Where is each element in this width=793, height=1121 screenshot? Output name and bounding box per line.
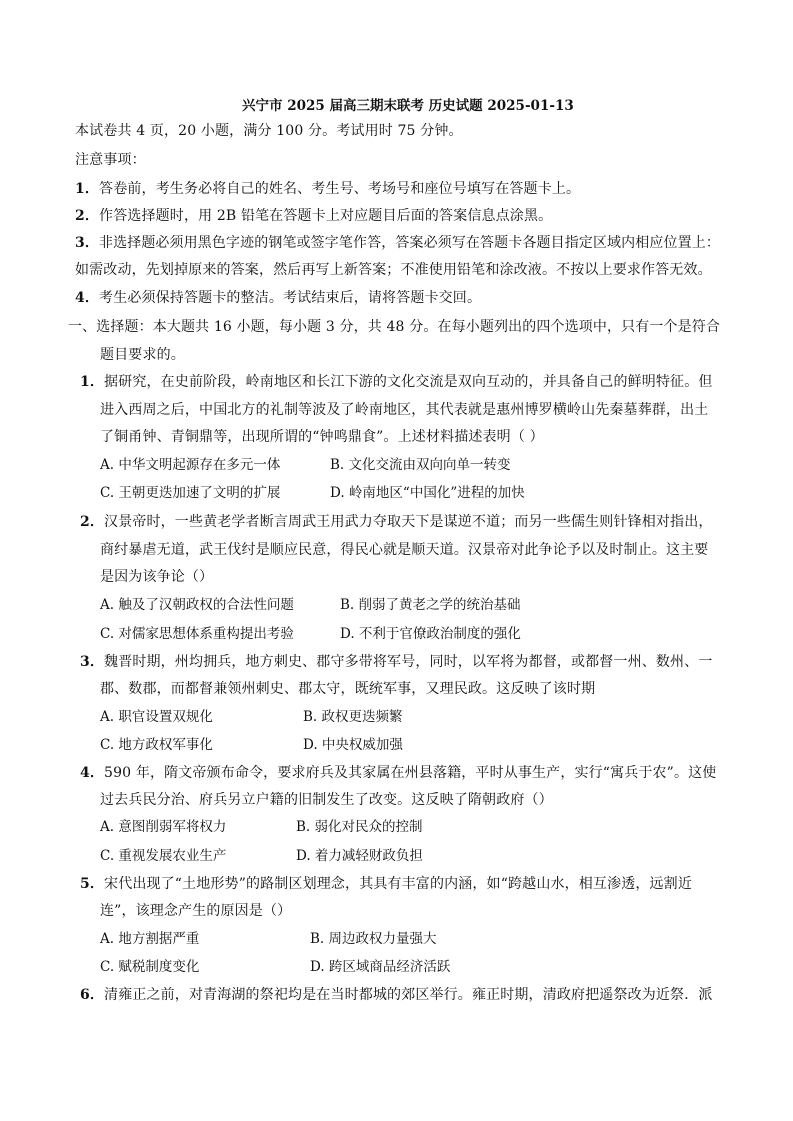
q2-option-c: C. 对儒家思想体系重构提出考验 <box>100 626 294 642</box>
question-number: 2． <box>80 514 105 530</box>
question-5-line-1 <box>80 875 692 893</box>
q1-option-c: C. 王朝更迭加速了文明的扩展 <box>100 485 281 501</box>
question-text: 清雍正之前，对青海湖的祭祀均是在当时都城的郊区举行。雍正时期，清政府把遥祭改为近祭．派 <box>104 987 713 1003</box>
question-6-line-1 <box>80 986 713 1004</box>
question-text: 590 年，隋文帝颁布命令，要求府兵及其家属在州县落籍，平时从事生产，实行“寓兵于农”。这使 <box>104 765 717 781</box>
question-text: 魏晋时期，州均拥兵，地方刺史、郡守多带将军号，同时，以军将为都督，或都督一州、数州、一 <box>104 654 713 670</box>
notice-heading: 注意事项： <box>75 152 146 168</box>
q4-option-c: C. 重视发展农业生产 <box>100 848 227 864</box>
question-1-line-1 <box>80 373 713 391</box>
q5-option-d: D. 跨区域商品经济活跃 <box>310 959 451 975</box>
notice-text: 考生必须保持答题卡的整洁。考试结束后，请将答题卡交回。 <box>99 290 482 306</box>
question-2-line-2: 商纣暴虐无道，武王伐纣是顺应民意，得民心就是顺天道。汉景帝对此争论予以及时制止。这主要 <box>100 542 709 558</box>
notice-text: 如需改动，先划掉原来的答案，然后再写上新答案；不准使用铅笔和涂改液。不按以上要求作答无效。 <box>75 262 712 278</box>
question-2-line-3: 是因为该争论（） <box>100 569 214 585</box>
question-number: 6． <box>80 987 105 1003</box>
question-number: 4． <box>80 765 105 781</box>
exam-title: 兴宁市 2025 届高三期末联考 历史试题 2025-01-13 <box>242 98 574 114</box>
q5-option-b: B. 周边政权力量强大 <box>310 931 437 947</box>
question-1-line-2: 进入西周之后，中国北方的礼制等波及了岭南地区，其代表就是惠州博罗横岭山先秦墓葬群，出土 <box>100 402 709 418</box>
notice-3 <box>75 234 720 252</box>
notice-text: 作答选择题时，用 2B 铅笔在答题卡上对应题目后面的答案信息点涂黑。 <box>99 208 553 224</box>
q1-option-a: A. 中华文明起源存在多元一体 <box>100 457 281 473</box>
notice-1 <box>75 180 580 198</box>
q4-option-a: A. 意图削弱军将权力 <box>100 819 227 835</box>
question-4-line-1 <box>80 764 716 782</box>
q5-option-c: C. 赋税制度变化 <box>100 959 200 975</box>
question-1-line-3: 了铜甬钟、青铜鼎等，出现所谓的“钟鸣鼎食”。上述材料描述表明（ ） <box>100 429 544 445</box>
q2-option-a: A. 触及了汉朝政权的合法性问题 <box>100 597 294 613</box>
q3-option-a: A. 职官设置双规化 <box>100 709 213 725</box>
q3-option-d: D. 中央权威加强 <box>303 737 403 753</box>
notice-text: 非选择题必须用黑色字迹的钢笔或签字笔作答，答案必须写在答题卡各题目指定区域内相应位置上： <box>98 235 720 251</box>
notice-number: 1． <box>75 181 100 197</box>
question-text: 据研究，在史前阶段，岭南地区和长江下游的文化交流是双向互动的，并具备自己的鲜明特征。但 <box>104 374 713 390</box>
q5-option-a: A. 地方割据严重 <box>100 931 200 947</box>
notice-4 <box>75 289 481 307</box>
question-text: 汉景帝时，一些黄老学者断言周武王用武力夺取天下是谋逆不道；而另一些儒生则针锋相对指出， <box>104 514 713 530</box>
question-3-line-1 <box>80 653 713 671</box>
question-text: 宋代出现了“土地形势”的路制区划理念，其具有丰富的内涵，如“跨越山水，相互渗透，远割近 <box>104 876 692 892</box>
question-number: 3． <box>80 654 105 670</box>
section-heading: 一、选择题：本大题共 16 小题，每小题 3 分，共 48 分。在每小题列出的四个选项中，只有一个是符合 <box>68 319 721 335</box>
question-5-line-2: 连”，该理念产生的原因是（） <box>100 903 292 919</box>
q4-option-d: D. 着力减轻财政负担 <box>296 848 423 864</box>
question-3-line-2: 郡、数郡，而都督兼领州刺史、郡太守，既统军事，又理民政。这反映了该时期 <box>100 681 596 697</box>
notice-number: 3． <box>75 235 99 251</box>
notice-2 <box>75 207 552 225</box>
question-number: 5． <box>80 876 105 892</box>
q3-option-c: C. 地方政权军事化 <box>100 737 213 753</box>
section-heading-cont: 题目要求的。 <box>100 347 185 363</box>
notice-number: 4． <box>75 290 100 306</box>
exam-intro: 本试卷共 4 页，20 小题，满分 100 分。考试用时 75 分钟。 <box>75 123 463 139</box>
question-2-line-1 <box>80 513 713 531</box>
notice-3-cont <box>75 261 712 279</box>
notice-number: 2． <box>75 208 100 224</box>
notice-text: 答卷前，考生务必将自己的姓名、考生号、考场号和座位号填写在答题卡上。 <box>99 181 581 197</box>
q1-option-b: B. 文化交流由双向向单一转变 <box>330 457 511 473</box>
question-4-line-2: 过去兵民分治、府兵另立户籍的旧制发生了改变。这反映了隋朝政府（） <box>100 792 553 808</box>
q4-option-b: B. 弱化对民众的控制 <box>296 819 423 835</box>
question-number: 1． <box>80 374 105 390</box>
q3-option-b: B. 政权更迭频繁 <box>303 709 403 725</box>
q2-option-d: D. 不利于官僚政治制度的强化 <box>340 626 521 642</box>
q1-option-d: D. 岭南地区“中国化”进程的加快 <box>330 485 525 501</box>
q2-option-b: B. 削弱了黄老之学的统治基础 <box>340 597 521 613</box>
